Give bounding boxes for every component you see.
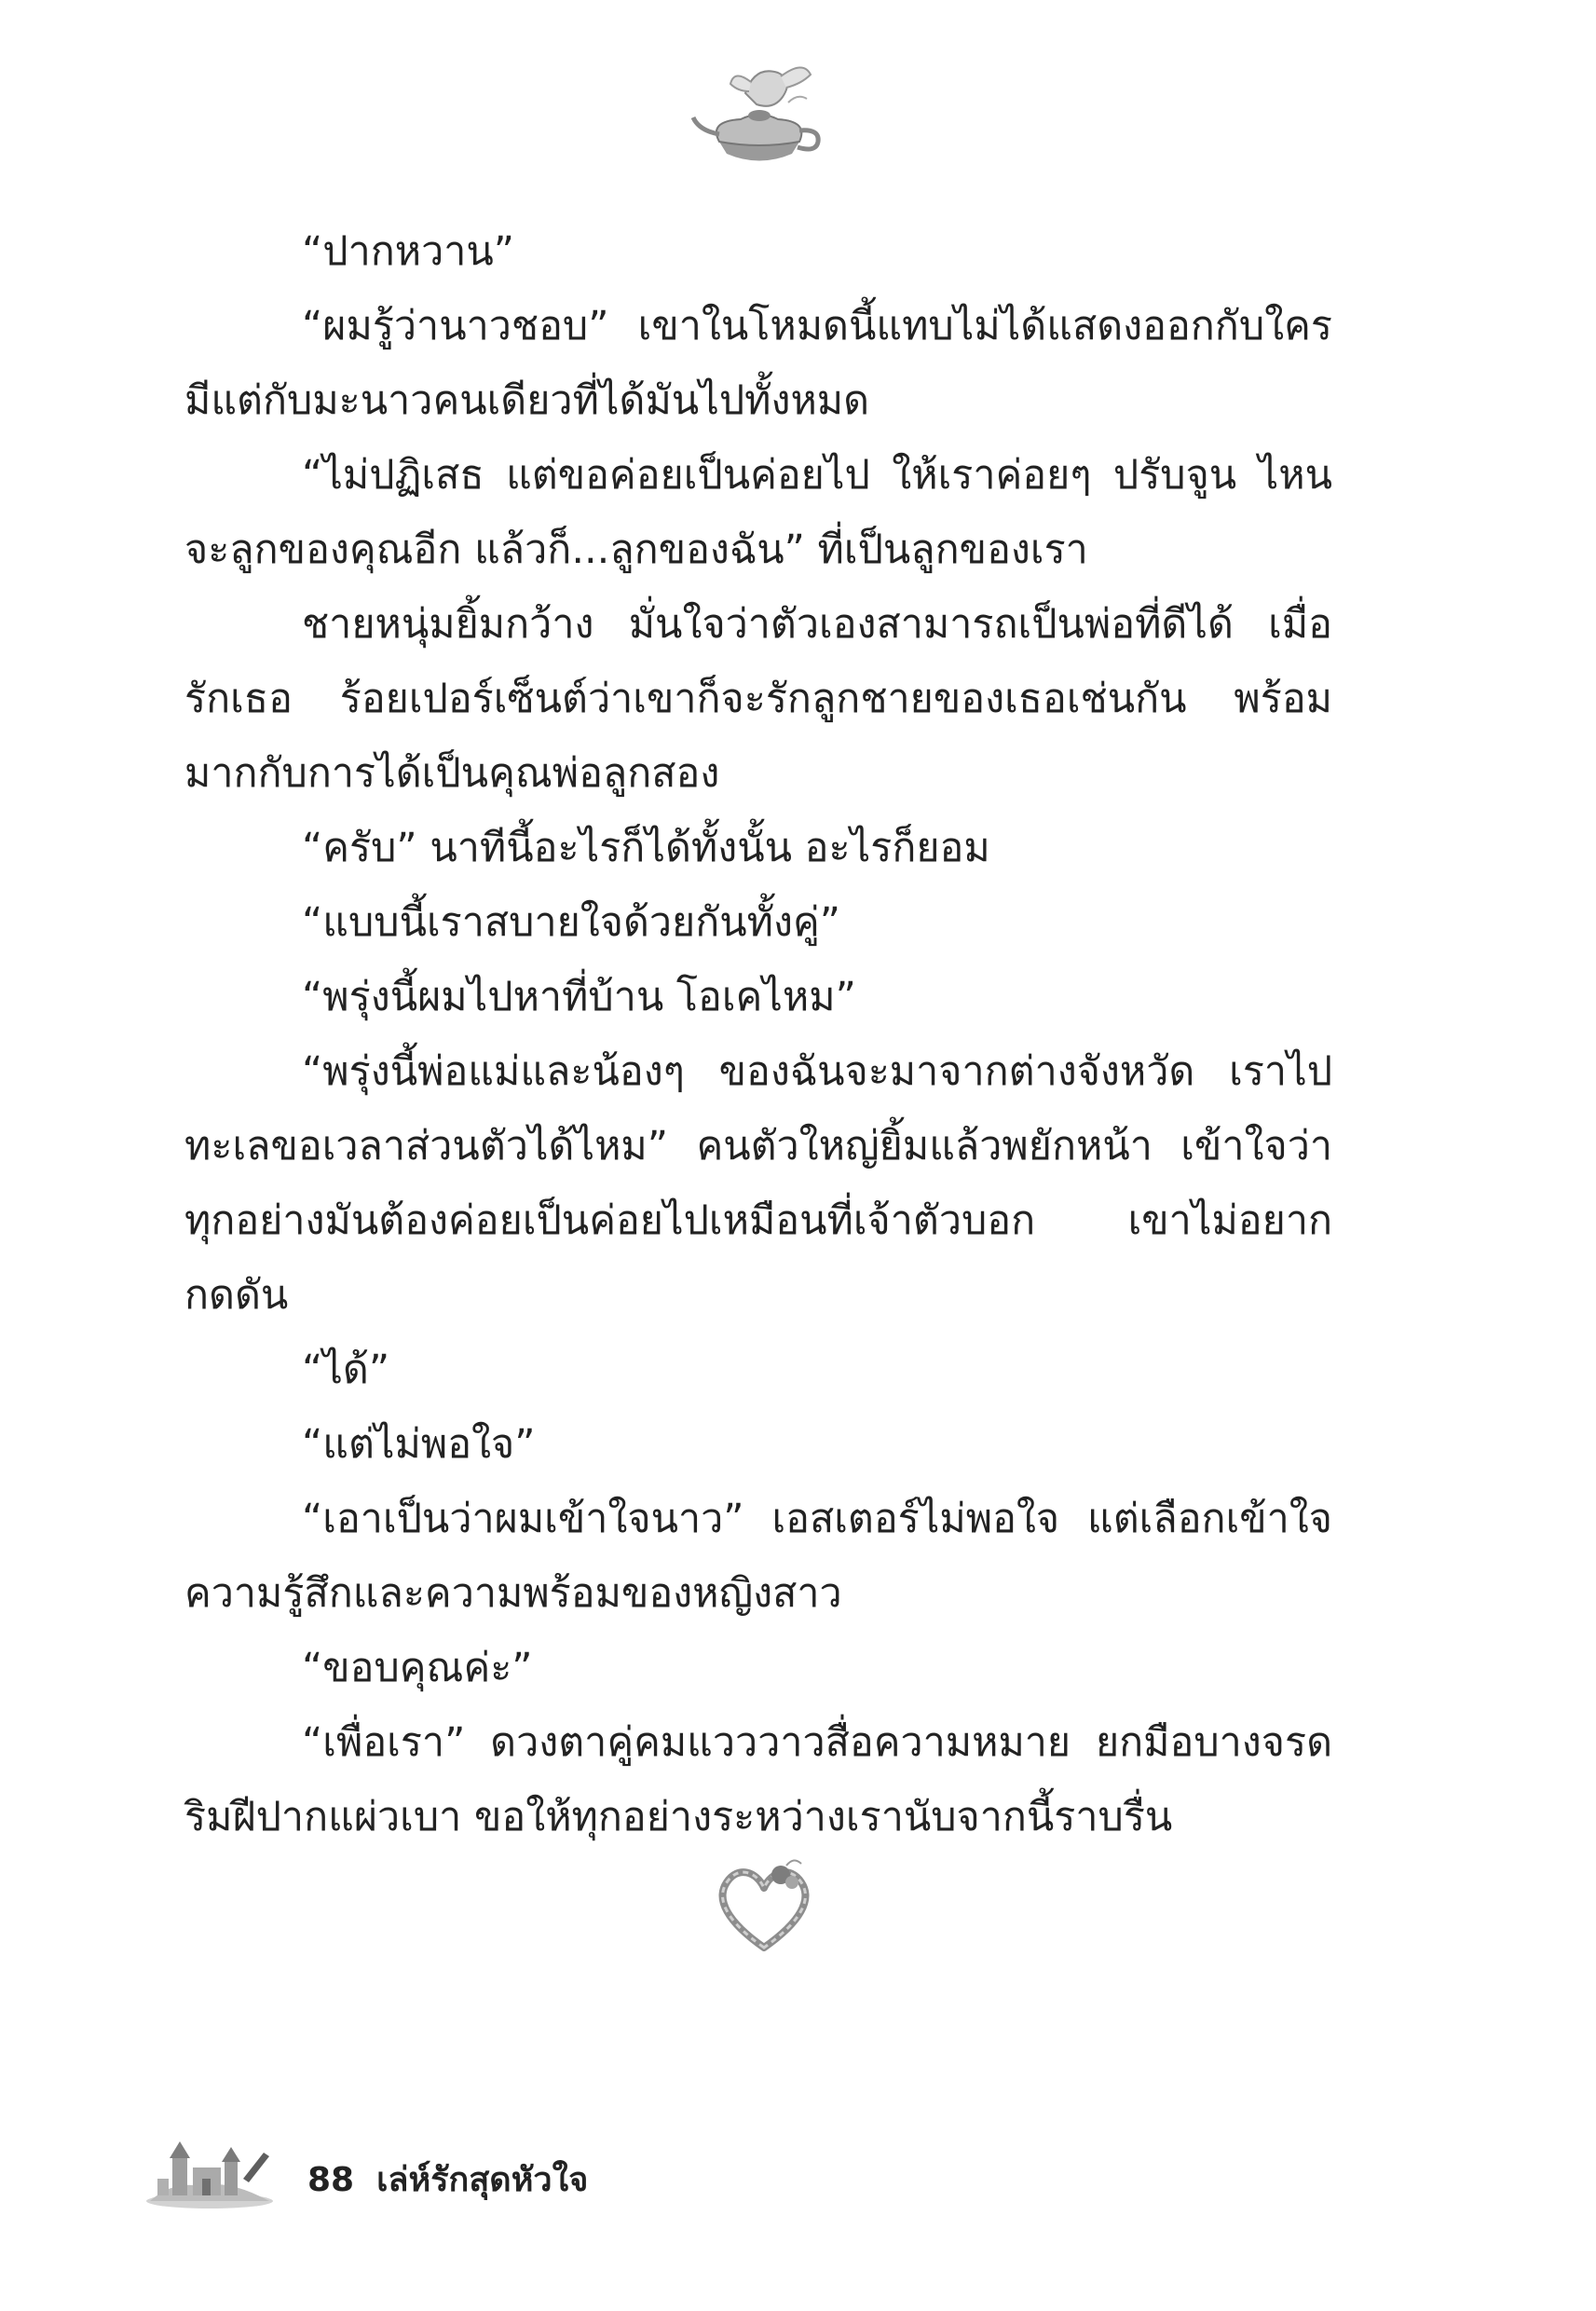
footer-text xyxy=(307,2153,588,2206)
paragraph: “พรุ่งนี้พ่อแม่และน้องๆ ของฉันจะมาจากต่างจังหวัด เราไปทะเลขอเวลาส่วนตัวได้ไหม” คนตัวใหญ่ยิ้มแล้วพยักหน้า เข้าใจว่าทุกอย่างมันต้องค่อยเป็นค่อยไปเหมือนที่เจ้าตัวบอก เขาไม่อยากกดดัน xyxy=(184,1048,1332,1319)
paragraph: “ผมรู้ว่านาวชอบ” เขาในโหมดนี้แทบไม่ได้แสดงออกกับใคร มีแต่กับมะนาวคนเดียวที่ได้มันไปทั้งหมด xyxy=(184,303,1332,424)
teapot-cupid-icon xyxy=(689,56,829,177)
paragraph: “แต่ไม่พอใจ” xyxy=(302,1421,536,1468)
paragraph: “เอาเป็นว่าผมเข้าใจนาว” เอสเตอร์ไม่พอใจ แต่เลือกเข้าใจความรู้สึกและความพร้อมของหญิงสาว xyxy=(184,1496,1332,1617)
paragraph: “พรุ่งนี้ผมไปหาที่บ้าน โอเคไหม” xyxy=(302,974,856,1020)
paragraph: “เพื่อเรา” ดวงตาคู่คมแวววาวสื่อความหมาย ยกมือบางจรดริมฝีปากแผ่วเบา ขอให้ทุกอย่างระหว่างเรานับจากนี้ราบรื่น xyxy=(184,1719,1332,1840)
paragraph: “แบบนี้เราสบายใจด้วยกันทั้งคู่” xyxy=(302,899,841,946)
book-title: เล่ห์รักสุดหัวใจ xyxy=(376,2161,589,2199)
paragraph: “ปากหวาน” xyxy=(302,228,515,275)
paragraph: “ไม่ปฏิเสธ แต่ขอค่อยเป็นค่อยไป ให้เราค่อยๆ ปรับจูน ไหนจะลูกของคุณอีก แล้วก็...ลูกของฉัน” ที่เป็นลูกของเรา xyxy=(184,452,1332,573)
heart-wreath-icon xyxy=(708,1854,820,1957)
body-text xyxy=(184,214,1332,1854)
castle-icon xyxy=(144,2125,275,2208)
paragraph: “ได้” xyxy=(302,1347,390,1393)
paragraph: “ครับ” นาทีนี้อะไรก็ได้ทั้งนั้น อะไรก็ยอม xyxy=(302,825,990,871)
page-footer xyxy=(144,2125,890,2208)
paragraph: ชายหนุ่มยิ้มกว้าง มั่นใจว่าตัวเองสามารถเป็นพ่อที่ดีได้ เมื่อรักเธอ ร้อยเปอร์เซ็นต์ว่าเขาก็จะรักลูกชายของเธอเช่นกัน พร้อมมากกับการได้เป็นคุณพ่อลูกสอง xyxy=(184,601,1332,797)
paragraph: “ขอบคุณค่ะ” xyxy=(302,1645,533,1691)
page-number: 88 xyxy=(307,2161,355,2199)
